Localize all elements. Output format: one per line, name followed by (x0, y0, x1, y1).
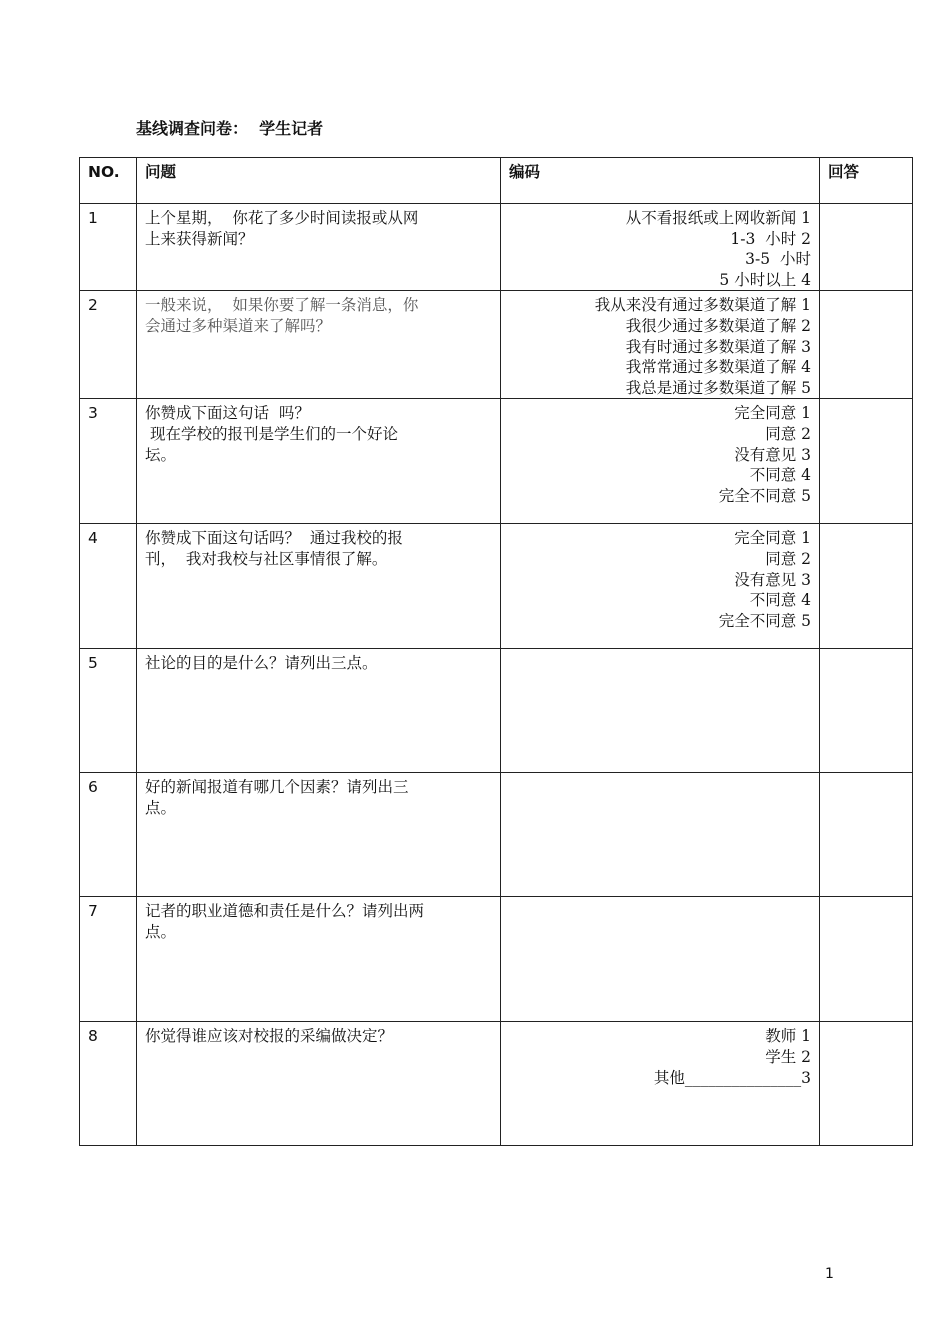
question-text: 你赞成下面这句话 吗？ (145, 404, 310, 423)
question-text: 你赞成下面这句话吗？ 通过我校的报 (145, 529, 403, 548)
code-option: 1-3 小时 2 (730, 229, 811, 248)
code-option: 同意 2 (765, 424, 811, 443)
answer-cell[interactable] (820, 399, 913, 524)
question-text: 刊， 我对我校与社区事情很了解。 (145, 549, 388, 568)
document-title: 基线调查问卷： 学生记者 (136, 119, 324, 138)
survey-table (79, 157, 913, 1146)
question-text: 你觉得谁应该对校报的采编做决定？ (145, 1027, 394, 1046)
question-cell (137, 524, 501, 649)
code-option: 其他_______________3 (653, 1068, 811, 1087)
code-option: 同意 2 (765, 549, 811, 568)
answer-cell[interactable] (820, 649, 913, 773)
page-number: 1 (825, 1266, 834, 1282)
question-text: 点。 (145, 798, 177, 817)
code-option: 完全同意 1 (734, 529, 811, 548)
question-cell (137, 291, 501, 399)
code-option: 没有意见 3 (734, 570, 811, 589)
code-cell (501, 399, 820, 524)
question-cell (137, 773, 501, 897)
header-question: 问题 (137, 158, 501, 204)
code-cell (501, 204, 820, 291)
row-number: 2 (80, 291, 137, 399)
answer-cell[interactable] (820, 773, 913, 897)
code-option: 不同意 4 (749, 466, 811, 485)
header-answer: 回答 (820, 158, 913, 204)
question-cell (137, 1022, 501, 1146)
code-option: 教师 1 (765, 1027, 811, 1046)
question-text: 上个星期， 你花了多少时间读报或从网 (145, 209, 419, 227)
row-number: 5 (80, 649, 137, 773)
question-cell (137, 204, 501, 291)
question-text: 点。 (145, 922, 177, 941)
code-option: 从不看报纸或上网收新闻 1 (625, 209, 811, 227)
question-text: 一般来说， 如果你要了解一条消息，你 (145, 296, 419, 315)
code-cell (501, 897, 820, 1022)
answer-cell[interactable] (820, 291, 913, 399)
code-option: 完全不同意 5 (718, 486, 811, 505)
question-text: 现在学校的报刊是学生们的一个好论 (145, 424, 398, 443)
answer-cell[interactable] (820, 204, 913, 291)
question-cell (137, 399, 501, 524)
code-option: 3-5 小时 (745, 250, 811, 269)
question-cell (137, 649, 501, 773)
answer-cell[interactable] (820, 1022, 913, 1146)
code-option: 没有意见 3 (734, 445, 811, 464)
question-text: 上来获得新闻？ (145, 229, 254, 248)
row-number: 1 (80, 204, 137, 291)
code-cell (501, 524, 820, 649)
table-row (80, 1022, 913, 1146)
header-code: 编码 (501, 158, 820, 204)
code-option: 我总是通过多数渠道了解 5 (625, 378, 811, 397)
code-option: 我有时通过多数渠道了解 3 (625, 337, 811, 356)
row-number: 4 (80, 524, 137, 649)
table-row (80, 524, 913, 649)
code-option: 我常常通过多数渠道了解 4 (625, 358, 811, 377)
table-row (80, 773, 913, 897)
code-option: 完全同意 1 (734, 404, 811, 423)
header-no: NO. (80, 158, 137, 204)
row-number: 3 (80, 399, 137, 524)
code-cell (501, 291, 820, 399)
question-text: 记者的职业道德和责任是什么？请列出两 (145, 902, 425, 921)
code-option: 学生 2 (765, 1047, 811, 1066)
question-cell (137, 897, 501, 1022)
question-text: 会通过多种渠道来了解吗？ (145, 316, 332, 335)
row-number: 8 (80, 1022, 137, 1146)
code-cell (501, 1022, 820, 1146)
code-cell (501, 649, 820, 773)
table-row (80, 649, 913, 773)
code-option: 我从来没有通过多数渠道了解 1 (594, 296, 811, 315)
question-text: 好的新闻报道有哪几个因素？请列出三 (145, 778, 409, 797)
code-cell (501, 773, 820, 897)
code-option: 不同意 4 (749, 591, 811, 610)
table-row (80, 897, 913, 1022)
row-number: 6 (80, 773, 137, 897)
table-row (80, 399, 913, 524)
answer-cell[interactable] (820, 524, 913, 649)
question-text: 社论的目的是什么？请列出三点。 (145, 654, 378, 673)
code-option: 5 小时以上 4 (719, 270, 811, 289)
question-text: 坛。 (145, 445, 177, 464)
row-number: 7 (80, 897, 137, 1022)
code-option: 完全不同意 5 (718, 611, 811, 630)
header-row (80, 158, 913, 204)
table-row (80, 204, 913, 291)
answer-cell[interactable] (820, 897, 913, 1022)
code-option: 我很少通过多数渠道了解 2 (625, 316, 811, 335)
table-row (80, 291, 913, 399)
